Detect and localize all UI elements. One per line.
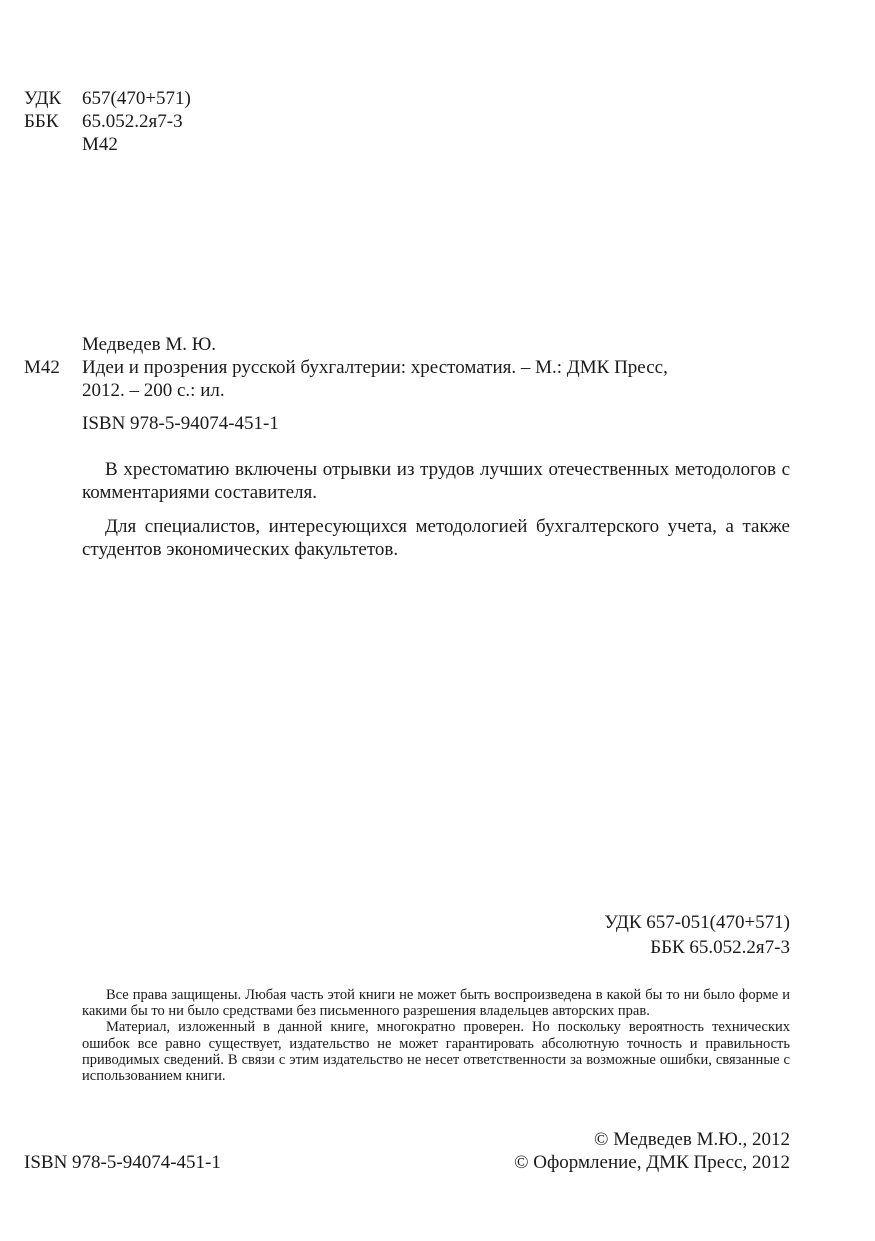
annotation-paragraph-1: В хрестоматию включены отрывки из трудов лучших отечественных методологов с комментариями составителя. xyxy=(82,459,790,503)
card-code: М42 xyxy=(24,357,60,378)
copyright-author: © Медведев М.Ю., 2012 xyxy=(594,1129,790,1150)
udk-value: 657(470+571) xyxy=(82,88,191,109)
udk-label: УДК xyxy=(24,88,62,109)
rights-paragraph-1: Все права защищены. Любая часть этой книги не может быть воспроизведена в какой бы то ни было форме и какими бы то ни было средствами без письменного разрешения владельцев авторских прав. xyxy=(82,987,790,1020)
bbk-label: ББК xyxy=(24,111,59,132)
rights-paragraph-2: Материал, изложенный в данной книге, многократно проверен. Но поскольку вероятность технических ошибок все равно существует, издательство не может гарантировать абсолютную точность и правильность приводимых сведений. В связи с этим издательство не несет ответственности за возможные ошибки, связанные с использованием книги. xyxy=(82,1019,790,1085)
card-isbn: ISBN 978-5-94074-451-1 xyxy=(82,413,279,434)
udk-bottom: УДК 657-051(470+571) xyxy=(604,912,790,933)
card-author: Медведев М. Ю. xyxy=(82,334,217,355)
rights-notice xyxy=(82,987,790,1084)
bbk-value: 65.052.2я7-3 xyxy=(82,111,183,132)
copyright-design: © Оформление, ДМК Пресс, 2012 xyxy=(514,1152,790,1173)
card-title-line-1: Идеи и прозрения русской бухгалтерии: хрестоматия. – М.: ДМК Пресс, xyxy=(82,357,668,378)
annotation-paragraph-2: Для специалистов, интересующихся методологией бухгалтерского учета, а также студентов экономических факультетов. xyxy=(82,516,790,560)
author-mark: М42 xyxy=(82,134,118,155)
card-title-line-2: 2012. – 200 с.: ил. xyxy=(82,380,225,401)
footer-isbn: ISBN 978-5-94074-451-1 xyxy=(24,1152,221,1173)
bbk-bottom: ББК 65.052.2я7-3 xyxy=(650,937,790,958)
